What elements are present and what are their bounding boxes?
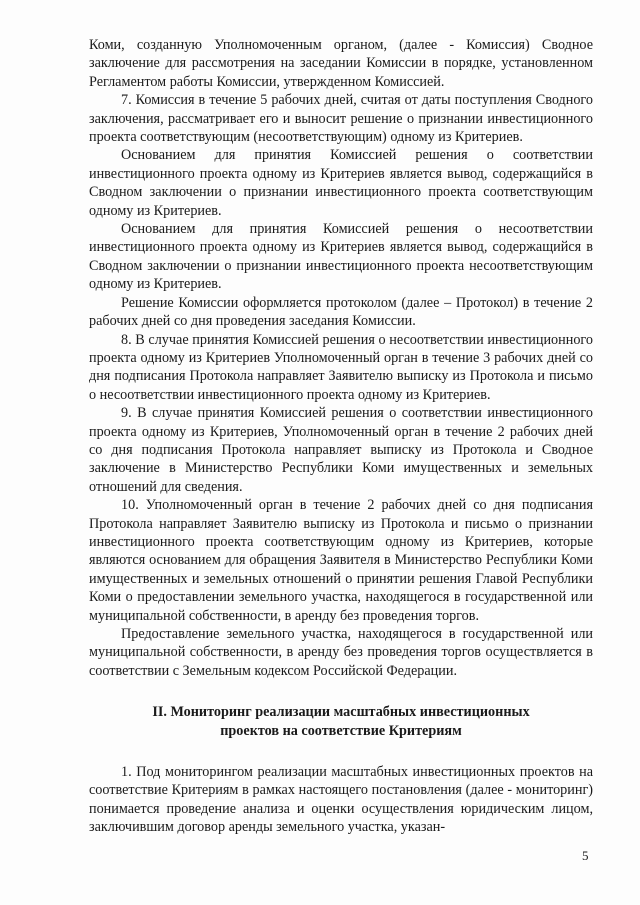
paragraph-basis-compliance: Основанием для принятия Комиссией решения о соответствии инвестиционного проекта одному из Критериев является вывод, содержащийся в Сводном заключении о признании инвестиционного проекта соответствующим одному из Критериев. bbox=[89, 147, 593, 219]
paragraph-item-10: 10. Уполномоченный орган в течение 2 рабочих дней со дня подписания Протокола направляет Заявителю выписку из Протокола и письмо о признании инвестиционного проекта соответствующим одному из Критериев, которые являются основанием для обращения Заявителя в Министерство Республики Коми имущественных и земельных отношений о принятии решения Главой Республики Коми о предоставлении земельного участка, находящегося в государственной или муниципальной собственности, в аренду без проведения торгов. bbox=[89, 497, 593, 624]
paragraph-monitoring-1: 1. Под мониторингом реализации масштабных инвестиционных проектов на соответствие Критериям в рамках настоящего постановления (далее - мониторинг) понимается проведение анализа и оценки осуществления юридическим лицом, заключившим договор аренды земельного участка, указан- bbox=[89, 764, 593, 836]
section-heading bbox=[89, 703, 593, 740]
paragraph-item-8: 8. В случае принятия Комиссией решения о несоответствии инвестиционного проекта одному из Критериев Уполномоченный орган в течение 3 рабочих дней со дня подписания Протокола направляет Заявителю выписку из Протокола и письмо о несоответствии инвестиционного проекта одному из Критериев. bbox=[89, 331, 593, 403]
paragraph-item-7: 7. Комиссия в течение 5 рабочих дней, считая от даты поступления Сводного заключения, рассматривает его и выносит решение о признании инвестиционного проекта соответствующим (несоответствующим) одному из Критериев. bbox=[89, 92, 593, 146]
section-heading-line-1: II. Мониторинг реализации масштабных инвестиционных bbox=[152, 704, 530, 721]
page-number: 5 bbox=[582, 848, 589, 863]
paragraph-land-provision: Предоставление земельного участка, находящегося в государственной или муниципальной собственности, в аренду без проведения торгов осуществляется в соответствии с Земельным кодексом Российской Федерации. bbox=[89, 626, 593, 679]
paragraph-continuation: Коми, созданную Уполномоченным органом, (далее - Комиссия) Сводное заключение для рассмотрения на заседании Комиссии в порядке, установленном Регламентом работы Комиссии, утвержденном Комиссией. bbox=[89, 37, 593, 90]
paragraph-basis-noncompliance: Основанием для принятия Комиссией решения о несоответствии инвестиционного проекта одному из Критериев является вывод, содержащийся в Сводном заключении о признании инвестиционного проекта несоответствующим одному из Критериев. bbox=[89, 221, 593, 293]
paragraph-item-9: 9. В случае принятия Комиссией решения о соответствии инвестиционного проекта одному из Критериев, Уполномоченный орган в течение 2 рабочих дней со дня подписания Протокола направляет выписку из Протокола и Сводное заключение в Министерство Республики Коми имущественных и земельных отношений для сведения. bbox=[89, 405, 593, 495]
document-body bbox=[89, 36, 593, 837]
paragraph-protocol: Решение Комиссии оформляется протоколом (далее – Протокол) в течение 2 рабочих дней со дня проведения заседания Комиссии. bbox=[89, 294, 593, 330]
section-heading-line-2: проектов на соответствие Критериям bbox=[220, 722, 462, 739]
